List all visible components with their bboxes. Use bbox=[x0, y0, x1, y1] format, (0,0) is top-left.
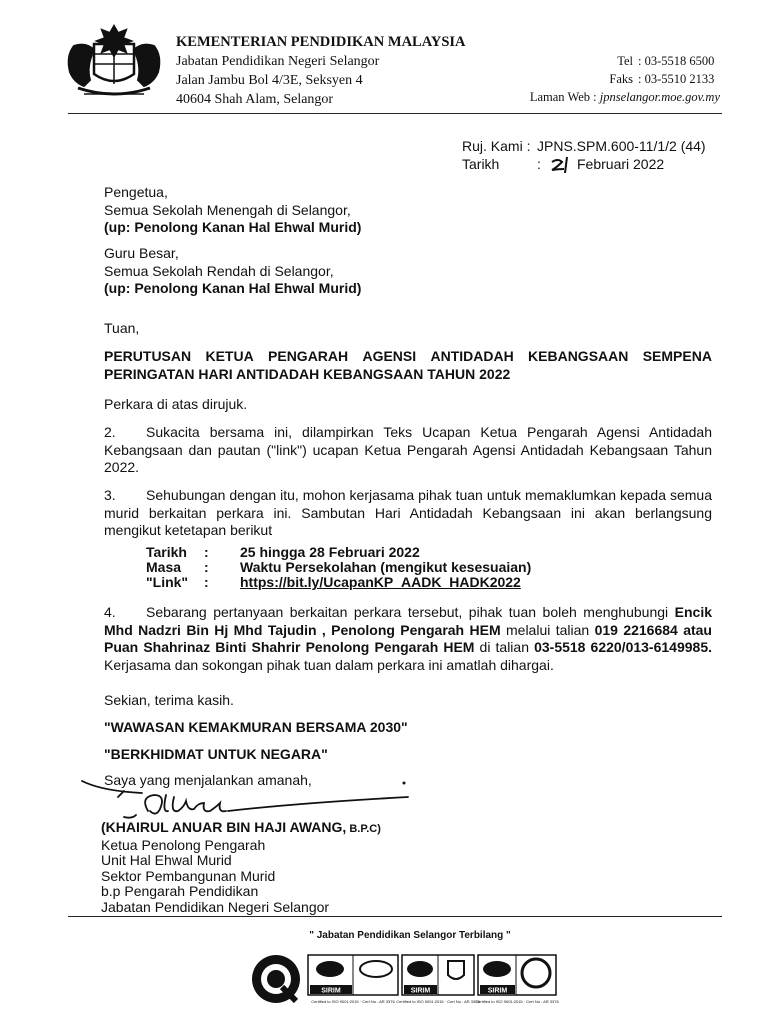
signatory-unit: Unit Hal Ehwal Murid bbox=[101, 852, 232, 868]
detail-colon: : bbox=[204, 559, 209, 575]
trust-line: Saya yang menjalankan amanah, bbox=[104, 772, 312, 788]
reference-block bbox=[462, 137, 706, 173]
signatory-department: Jabatan Pendidikan Negeri Selangor bbox=[101, 898, 330, 915]
recipient-line: Semua Sekolah Rendah di Selangor, bbox=[104, 262, 334, 279]
sirim-iso9001-cert-icon bbox=[308, 955, 398, 1004]
recipient-attention: (up: Penolong Kanan Hal Ehwal Murid) bbox=[104, 219, 362, 235]
svg-text:Certified to ISO 9001:2015 · C: Certified to ISO 9001:2015 · Cert No : AR 3376 bbox=[311, 999, 395, 1004]
subject-word: KEBANGSAAN bbox=[528, 348, 629, 364]
paragraph-text: melalui talian bbox=[500, 621, 595, 638]
address-line: 40604 Shah Alam, Selangor bbox=[176, 92, 334, 107]
letterhead-contact bbox=[520, 52, 720, 106]
recipient-line: Semua Sekolah Menengah di Selangor, bbox=[104, 201, 351, 218]
paragraph-number: 4. bbox=[104, 604, 116, 620]
sirim-label: SIRIM bbox=[410, 987, 431, 995]
signatory-position: Ketua Penolong Pengarah bbox=[101, 836, 266, 853]
footer-divider bbox=[68, 916, 722, 917]
ucapan-link[interactable]: https://bit.ly/UcapanKP_AADK_HADK2022 bbox=[240, 574, 521, 590]
q-quality-logo-icon bbox=[252, 955, 300, 1003]
contact-phone: 03-5518 6220/013-6149985. bbox=[534, 639, 712, 655]
paragraph-text: di talian bbox=[474, 639, 535, 655]
subject-word: PERUTUSAN bbox=[104, 348, 192, 364]
subject-line-2: PERINGATAN HARI ANTIDADAH KEBANGSAAN TAHUN 2022 bbox=[104, 366, 511, 382]
contact-person: 019 2216684 atau Puan Shahrinaz Binti Shahrir Penolong Pengarah HEM bbox=[104, 621, 712, 655]
ministry-name: KEMENTERIAN PENDIDIKAN MALAYSIA bbox=[176, 34, 466, 50]
subject-word: ANTIDADAH bbox=[430, 348, 514, 364]
detail-value: Waktu Persekolahan (mengikut kesesuaian) bbox=[240, 559, 532, 575]
web-label: Laman Web : bbox=[529, 90, 597, 104]
subject-word: KETUA bbox=[205, 348, 254, 364]
paragraph-text: Sehubungan dengan itu, mohon kerjasama pihak tuan untuk memaklumkan kepada semua murid berkaitan perkara ini. Sambutan Hari Antidadah Kebangsaan ini akan berlangsung mengikut ketetapan berikut bbox=[104, 487, 712, 538]
sirim-ukas-cert-icon bbox=[396, 955, 480, 1004]
sirim-label: SIRIM bbox=[487, 987, 508, 995]
recipient-block bbox=[104, 184, 664, 237]
motto-wawasan: "WAWASAN KEMAKMURAN BERSAMA 2030" bbox=[104, 719, 408, 735]
recipient-title: Guru Besar, bbox=[104, 245, 179, 261]
subject-word: SEMPENA bbox=[642, 348, 712, 364]
certification-logos bbox=[250, 945, 560, 1017]
handwritten-date-icon bbox=[547, 155, 577, 173]
malaysia-coat-of-arms-icon bbox=[60, 22, 168, 102]
sirim-label: SIRIM bbox=[321, 987, 341, 995]
detail-key: Masa bbox=[146, 559, 182, 575]
fax-label: Faks bbox=[609, 72, 633, 86]
paragraph-1: Perkara di atas dirujuk. bbox=[104, 396, 248, 412]
fax-value: : 03-5510 2133 bbox=[638, 72, 715, 86]
signatory-name: (KHAIRUL ANUAR BIN HAJI AWANG, B.P.C) bbox=[101, 819, 381, 835]
tel-value: : 03-5518 6500 bbox=[638, 54, 715, 68]
tarikh-colon: : bbox=[537, 156, 541, 172]
recipient-block bbox=[104, 245, 664, 298]
signatory-sector: Sektor Pembangunan Murid bbox=[101, 867, 276, 884]
paragraph-number: 2. bbox=[104, 424, 116, 440]
paragraph-2 bbox=[104, 424, 712, 477]
web-value: jpnselangor.moe.gov.my bbox=[599, 90, 720, 104]
subject-heading bbox=[104, 347, 712, 383]
tel-label: Tel bbox=[617, 54, 633, 68]
paragraph-text: Sukacita bersama ini, dilampirkan Teks Ucapan Ketua Pengarah Agensi Antidadah Kebangsaan dan pautan ("link") ucapan Ketua Pengarah Agensi Antidadah Kebangsaan Tahun 2022. bbox=[104, 424, 712, 475]
letterhead-organisation bbox=[176, 33, 516, 109]
detail-colon: : bbox=[204, 544, 209, 560]
motto-berkhidmat: "BERKHIDMAT UNTUK NEGARA" bbox=[104, 746, 328, 762]
detail-key: Tarikh bbox=[146, 544, 187, 560]
subject-word: PENGARAH bbox=[268, 348, 349, 364]
address-line: Jabatan Pendidikan Negeri Selangor bbox=[176, 54, 380, 69]
signatory-behalf: b.p Pengarah Pendidikan bbox=[101, 883, 259, 899]
detail-colon: : bbox=[204, 574, 209, 590]
paragraph-text: Kerjasama dan sokongan pihak tuan dalam perkara ini amatlah dihargai. bbox=[104, 656, 554, 673]
handwritten-signature-icon bbox=[78, 775, 418, 825]
event-details bbox=[146, 545, 531, 590]
tarikh-label: Tarikh bbox=[462, 156, 500, 172]
svg-text:Certified to ISO 9001:2015 · C: Certified to ISO 9001:2015 · Cert No : AR 3376 bbox=[396, 999, 480, 1004]
ruj-label: Ruj. Kami : bbox=[462, 138, 531, 154]
signatory-block bbox=[101, 820, 521, 915]
salutation: Tuan, bbox=[104, 320, 140, 336]
paragraph-4 bbox=[104, 604, 712, 674]
contact-person: Encik Mhd Nadzri Bin Hj Mhd Tajudin , Penolong Pengarah HEM bbox=[104, 604, 712, 638]
svg-text:Certified to ISO 9001:2015 · C: Certified to ISO 9001:2015 · Cert No : AR 3376 bbox=[475, 999, 559, 1004]
paragraph-text: Sebarang pertanyaan berkaitan perkara tersebut, pihak tuan boleh menghubungi bbox=[146, 604, 675, 620]
footer-slogan: " Jabatan Pendidikan Selangor Terbilang " bbox=[309, 930, 511, 941]
tarikh-value: Februari 2022 bbox=[577, 156, 665, 172]
paragraph-number: 3. bbox=[104, 487, 116, 503]
paragraph-3 bbox=[104, 487, 712, 540]
closing: Sekian, terima kasih. bbox=[104, 692, 234, 708]
sirim-iqnet-cert-icon bbox=[475, 955, 559, 1004]
recipient-title: Pengetua, bbox=[104, 184, 168, 200]
letterhead-divider bbox=[68, 113, 722, 114]
recipient-attention: (up: Penolong Kanan Hal Ehwal Murid) bbox=[104, 280, 362, 296]
ruj-value: JPNS.SPM.600-11/1/2 (44) bbox=[537, 138, 706, 154]
detail-key: "Link" bbox=[146, 574, 189, 590]
address-line: Jalan Jambu Bol 4/3E, Seksyen 4 bbox=[176, 73, 363, 88]
detail-value: 25 hingga 28 Februari 2022 bbox=[240, 544, 420, 560]
subject-word: AGENSI bbox=[362, 348, 417, 364]
